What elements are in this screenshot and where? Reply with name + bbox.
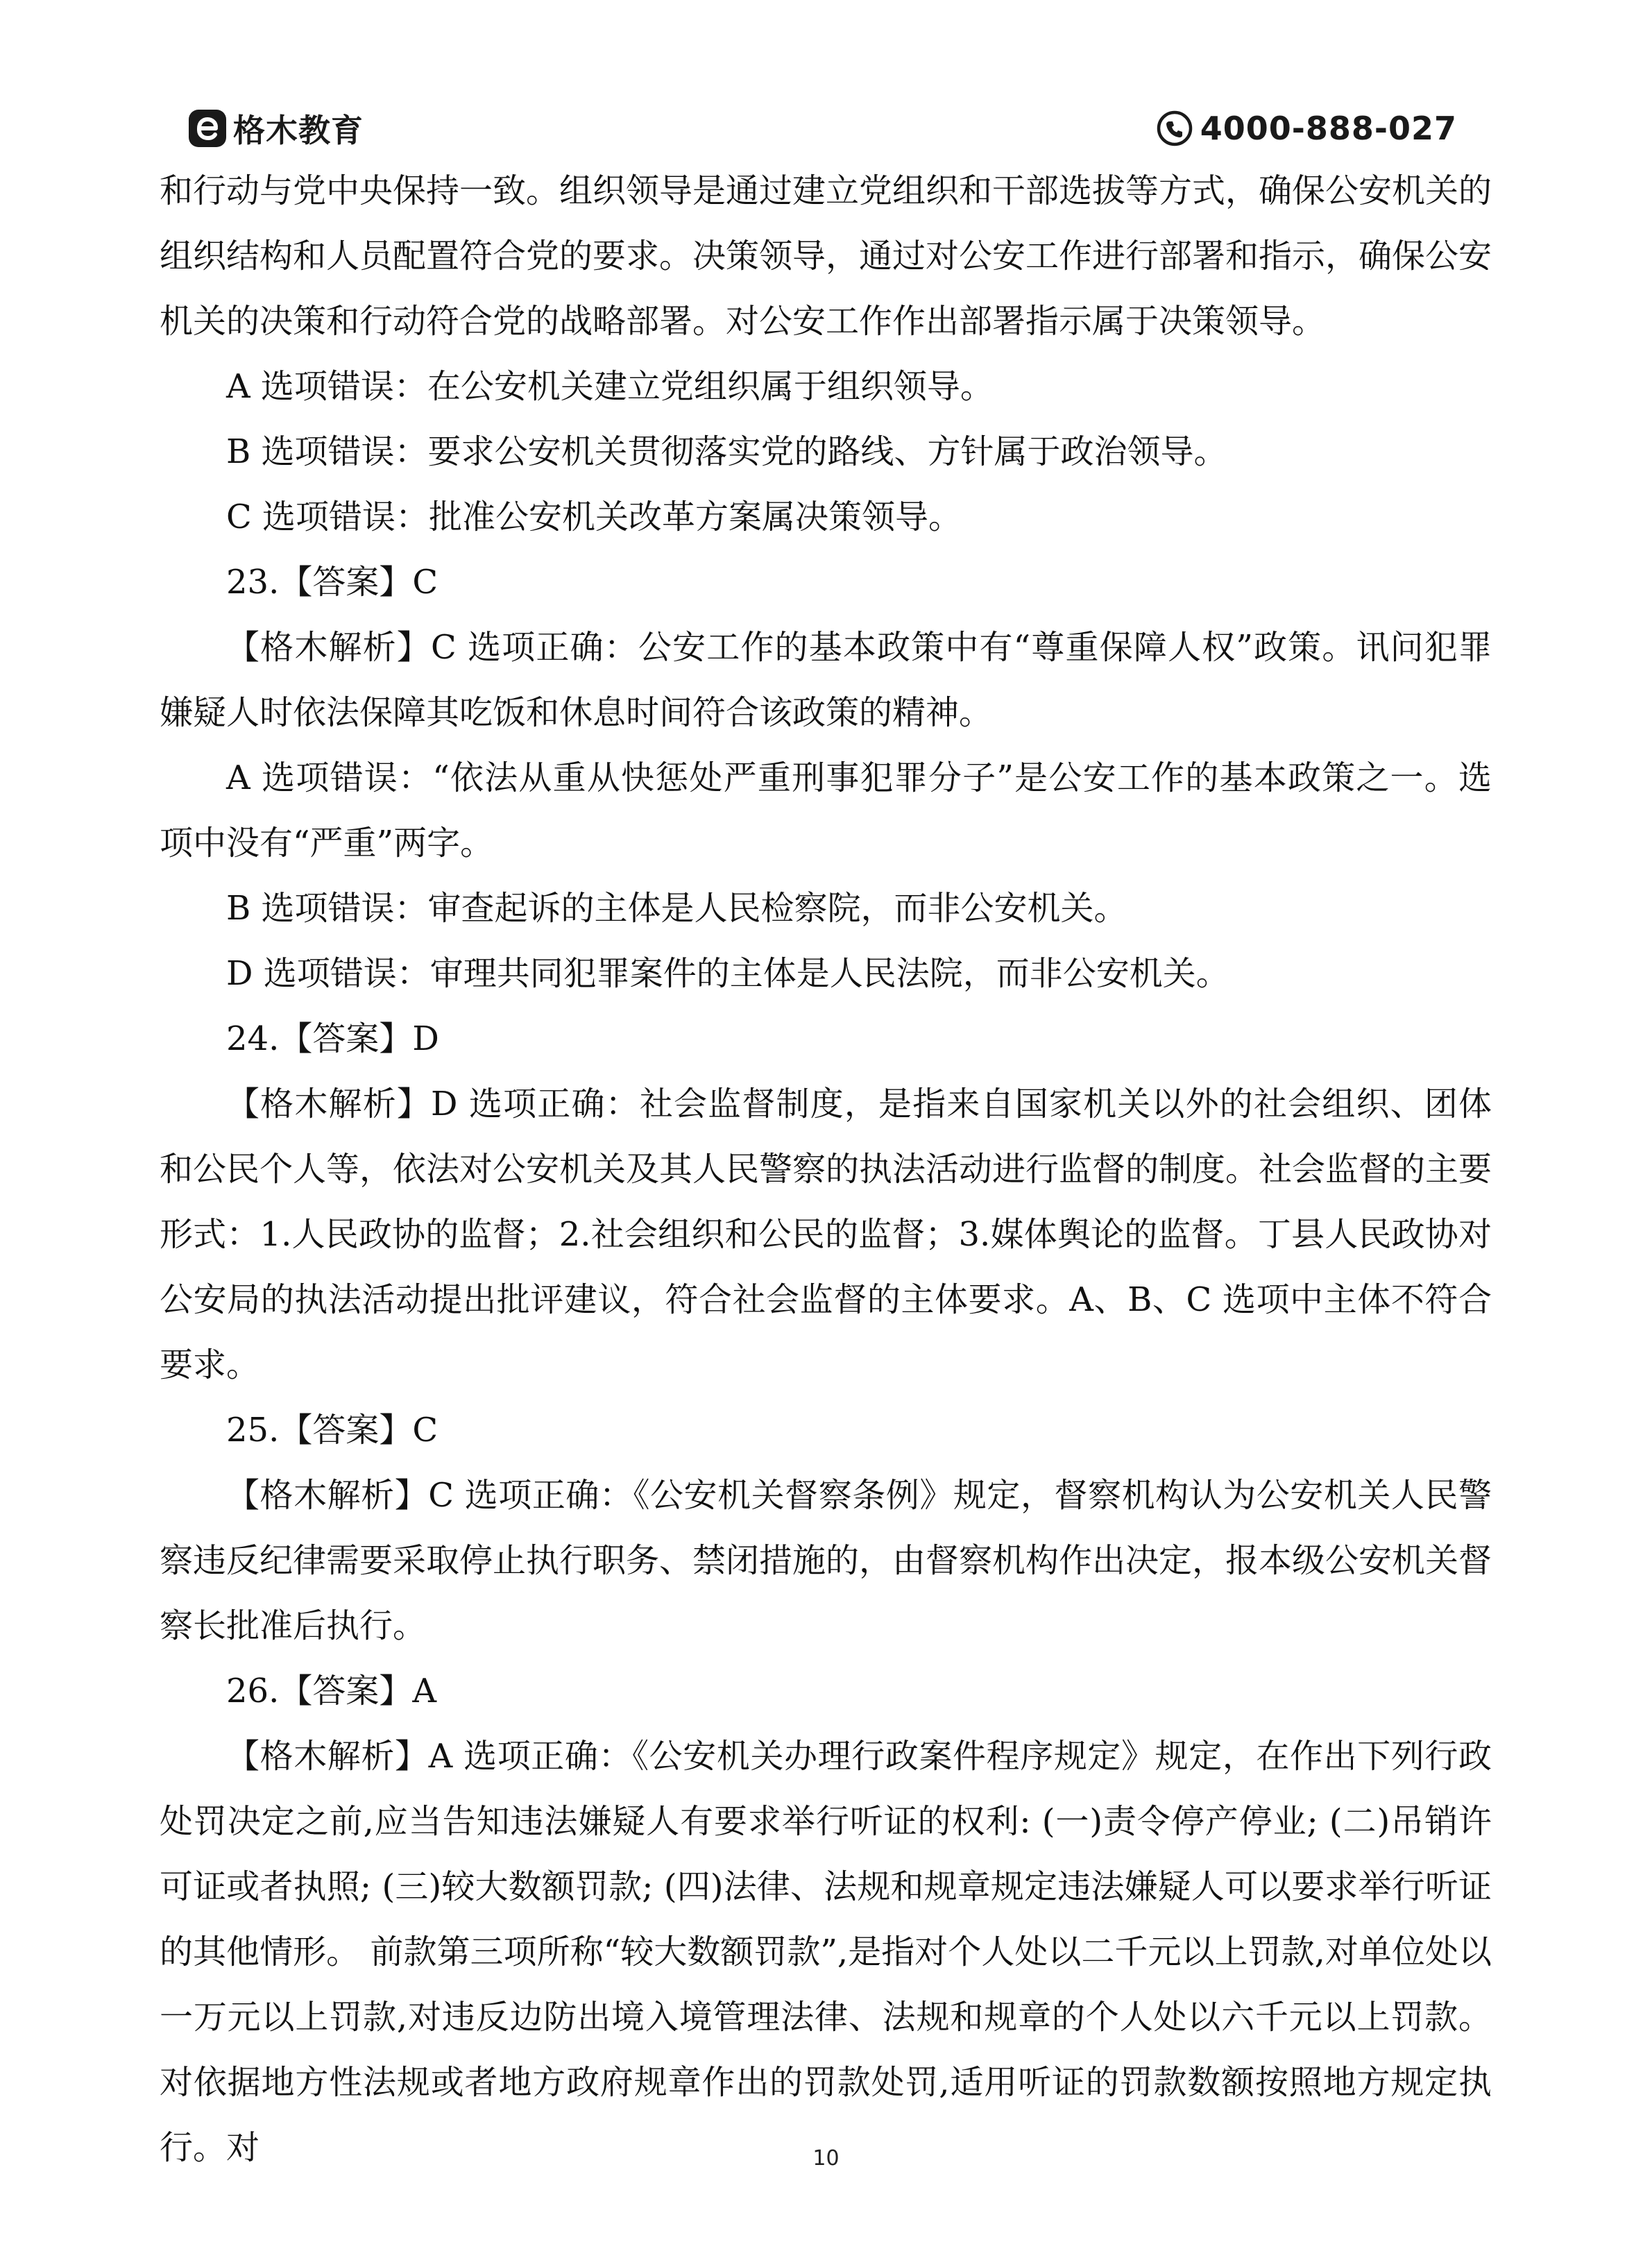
answer-heading: 24.【答案】D <box>226 1019 439 1058</box>
phone-icon <box>1156 110 1193 147</box>
answer-heading: 26.【答案】A <box>226 1672 437 1710</box>
contact-phone <box>1156 104 1457 153</box>
brand-name: 格木教育 <box>233 112 364 149</box>
answer-heading: 25.【答案】C <box>226 1411 438 1450</box>
analysis-paragraph: 【格木解析】D 选项正确：社会监督制度，是指来自国家机关以外的社会组织、团体和公民个人等，依法对公安机关及其人民警察的执法活动进行监督的制度。社会监督的主要形式：1.人民政协的监督；2.社会组织和公民的监督；3.媒体舆论的监督。丁县人民政协对公安局的执法活动提出批评建议，符合社会监督的主体要求。A、B、C 选项中主体不符合要求。 <box>160 1085 1492 1384</box>
brand-logo <box>187 104 364 153</box>
page-number: 10 <box>812 2146 840 2171</box>
document-body <box>160 158 1492 2180</box>
phone-number: 4000-888-027 <box>1200 110 1457 147</box>
paragraph: D 选项错误：审理共同犯罪案件的主体是人民法院，而非公安机关。 <box>226 954 1229 993</box>
answer-heading: 23.【答案】C <box>226 563 438 602</box>
paragraph: B 选项错误：要求公安机关贯彻落实党的路线、方针属于政治领导。 <box>226 432 1227 471</box>
paragraph: A 选项错误：“依法从重从快惩处严重刑事犯罪分子”是公安工作的基本政策之一。选项中没有“严重”两字。 <box>160 758 1492 863</box>
analysis-paragraph: 【格木解析】C 选项正确：《公安机关督察条例》规定，督察机构认为公安机关人民警察违反纪律需要采取停止执行职务、禁闭措施的，由督察机构作出决定，报本级公安机关督察长批准后执行。 <box>160 1476 1492 1645</box>
brand-e-logo-icon <box>187 108 228 148</box>
paragraph: C 选项错误：批准公安机关改革方案属决策领导。 <box>226 498 962 536</box>
paragraph: A 选项错误：在公安机关建立党组织属于组织领导。 <box>226 367 994 406</box>
page-header <box>187 104 1457 153</box>
analysis-paragraph: 【格木解析】C 选项正确：公安工作的基本政策中有“尊重保障人权”政策。讯问犯罪嫌疑人时依法保障其吃饭和休息时间符合该政策的精神。 <box>160 628 1492 732</box>
analysis-paragraph: 【格木解析】A 选项正确：《公安机关办理行政案件程序规定》规定，在作出下列行政处罚决定之前,应当告知违法嫌疑人有要求举行听证的权利: (一)责令停产停业; (二)吊销许可证或者执照; (三)较大数额罚款; (四)法律、法规和规章规定违法嫌疑人可以要求举行听证的其他情形。 前款第三项所称“较大数额罚款”,是指对个人处以二千元以上罚款,对单位处以一万元以上罚款,对违反边防出境入境管理法律、法规和规章的个人处以六千元以上罚款。对依据地方性法规或者地方政府规章作出的罚款处罚,适用听证的罚款数额按照地方规定执行。对 <box>160 1737 1492 2167</box>
paragraph: B 选项错误：审查起诉的主体是人民检察院，而非公安机关。 <box>226 889 1127 928</box>
paragraph: 和行动与党中央保持一致。组织领导是通过建立党组织和干部选拔等方式，确保公安机关的组织结构和人员配置符合党的要求。决策领导，通过对公安工作进行部署和指示，确保公安机关的决策和行动符合党的战略部署。对公安工作作出部署指示属于决策领导。 <box>160 171 1492 341</box>
